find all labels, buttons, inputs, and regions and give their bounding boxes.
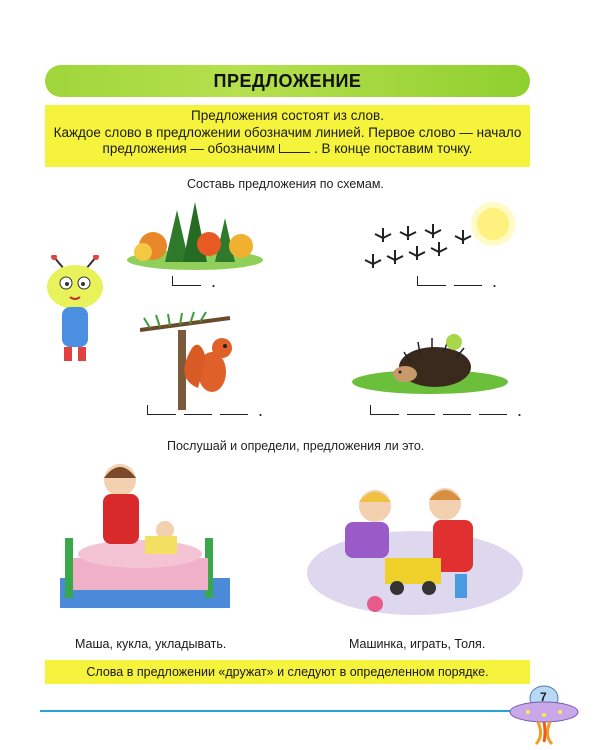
- task-instruction-2: Послушай и определи, предложения ли это.: [167, 439, 425, 453]
- scheme-word-line: [184, 405, 212, 415]
- scheme-word-line: [147, 405, 176, 415]
- caption-right: Машинка, играть, Толя.: [349, 637, 486, 651]
- task-instruction-1: Составь предложения по схемам.: [187, 177, 384, 191]
- rule-line-2: Каждое слово в предложении обозначим линией. Первое слово — начало: [53, 124, 522, 140]
- page-number: 7: [540, 690, 547, 704]
- scheme-1: [172, 271, 217, 291]
- conclusion-box: [45, 660, 530, 684]
- squirrel-picture: [140, 310, 250, 410]
- scheme-word-line: [407, 405, 435, 415]
- scheme-2: [417, 271, 498, 291]
- scheme-word-line: [479, 405, 507, 415]
- page-title: ПРЕДЛОЖЕНИЕ: [213, 70, 362, 91]
- scheme-3: [147, 400, 264, 420]
- scheme-dot: .: [517, 400, 523, 420]
- scheme-4: [370, 400, 523, 420]
- hedgehog-picture: [350, 322, 510, 397]
- birds-sun-picture: [355, 200, 525, 275]
- footer-divider: [40, 710, 510, 712]
- alien-character: [40, 255, 110, 370]
- rule-line-3: [45, 141, 530, 158]
- girl-doll-bed-picture: [55, 458, 235, 618]
- scheme-word-line: [454, 276, 482, 286]
- rule-line-3b: . В конце поставим точку.: [313, 141, 473, 156]
- conclusion-text: Слова в предложении «дружат» и следуют в определенном порядке.: [86, 665, 489, 679]
- scheme-word-line: [443, 405, 471, 415]
- rule-box: [45, 105, 530, 167]
- rule-line-3a: предложения — обозначим: [102, 141, 275, 156]
- scheme-dot: .: [211, 271, 217, 291]
- caption-left: Маша, кукла, укладывать.: [75, 637, 227, 651]
- forest-picture: [125, 200, 265, 272]
- boys-toy-car-picture: [305, 478, 525, 618]
- scheme-dot: .: [258, 400, 264, 420]
- scheme-word-line: [220, 405, 248, 415]
- first-word-symbol: [279, 144, 310, 153]
- title-bar: [45, 65, 530, 97]
- scheme-word-line: [370, 405, 399, 415]
- scheme-word-line: [172, 276, 201, 286]
- rule-line-1: Предложения состоят из слов.: [191, 108, 384, 123]
- scheme-dot: .: [492, 271, 498, 291]
- scheme-word-line: [417, 276, 446, 286]
